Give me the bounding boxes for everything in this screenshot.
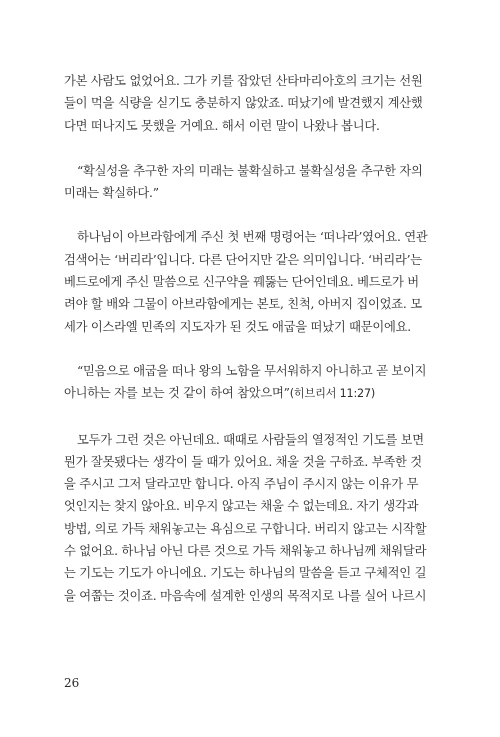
- text-line: “확실성을 추구한 자의 미래는 불확실하고 불확실성을 추구한 자의: [77, 163, 423, 178]
- page-number: 26: [64, 676, 80, 690]
- text-line: 모두가 그런 것은 아닌데요. 때때로 사람들의 열정적인 기도를 보면: [77, 432, 424, 447]
- text-line: 뭔가 잘못됐다는 생각이 들 때가 있어요. 채울 것을 구하죠. 부족한 것: [64, 454, 422, 469]
- text-line: 을 여쭙는 것이죠. 마음속에 설계한 인생의 목적지로 나를 실어 나르시: [64, 588, 427, 603]
- text-line: 세가 이스라엘 민족의 지도자가 된 것도 애굽을 떠났기 때문이에요.: [64, 319, 411, 334]
- text-line: 을 주시고 그저 달라고만 합니다. 아직 주님이 주시지 않는 이유가 무: [64, 477, 419, 492]
- quote-paragraph-1: [64, 160, 435, 205]
- paragraph-2: [64, 226, 435, 337]
- quote-paragraph-2: [64, 360, 435, 405]
- body-text: [64, 70, 435, 607]
- text-line: 베드로에게 주신 말씀으로 신구약을 꿰뚫는 단어인데요. 베드로가 버: [64, 275, 419, 290]
- scripture-citation: (히브리서 11:27): [289, 387, 376, 401]
- paragraph-3: [64, 429, 435, 607]
- text-line: 검색어는 ‘버리라’입니다. 다른 단어지만 같은 의미입니다. ‘버리라’는: [64, 252, 422, 267]
- text-line: 하나님이 아브라함에게 주신 첫 번째 명령어는 ‘떠나라’였어요. 연관: [77, 230, 428, 245]
- text-line: 미래는 확실하다.”: [64, 186, 159, 201]
- text-line: “믿음으로 애굽을 떠나 왕의 노함을 무서워하지 아니하고 곧 보이지: [77, 363, 427, 378]
- text-line: 는 기도는 기도가 아니에요. 기도는 하나님의 말씀을 듣고 구체적인 길: [64, 566, 427, 581]
- text-line: 방법, 의로 가득 채워놓고는 욕심으로 구합니다. 버리지 않고는 시작할: [64, 521, 427, 536]
- paragraph-1: [64, 70, 435, 137]
- text-line: 려야 할 배와 그물이 아브라함에게는 본토, 친척, 아버지 집이었죠. 모: [64, 297, 422, 312]
- text-line: 가본 사람도 없었어요. 그가 키를 잡았던 산타마리아호의 크기는 선원: [64, 74, 423, 88]
- text-line: 수 없어요. 하나님 아닌 다른 것으로 가득 채워놓고 하나님께 채워달라: [64, 544, 427, 559]
- quote-text: 아니하는 자를 보는 것 같이 하여 참았으며”: [64, 386, 290, 401]
- text-line: [64, 382, 435, 404]
- text-line: 들이 먹을 식량을 싣기도 충분하지 않았죠. 떠났기에 발견했지 계산했: [64, 96, 423, 111]
- text-line: 다면 떠나지도 못했을 거예요. 해서 이런 말이 나왔나 봅니다.: [64, 118, 380, 133]
- text-line: 엇인지는 찾지 않아요. 비우지 않고는 채울 수 없는데요. 자기 생각과: [64, 499, 419, 514]
